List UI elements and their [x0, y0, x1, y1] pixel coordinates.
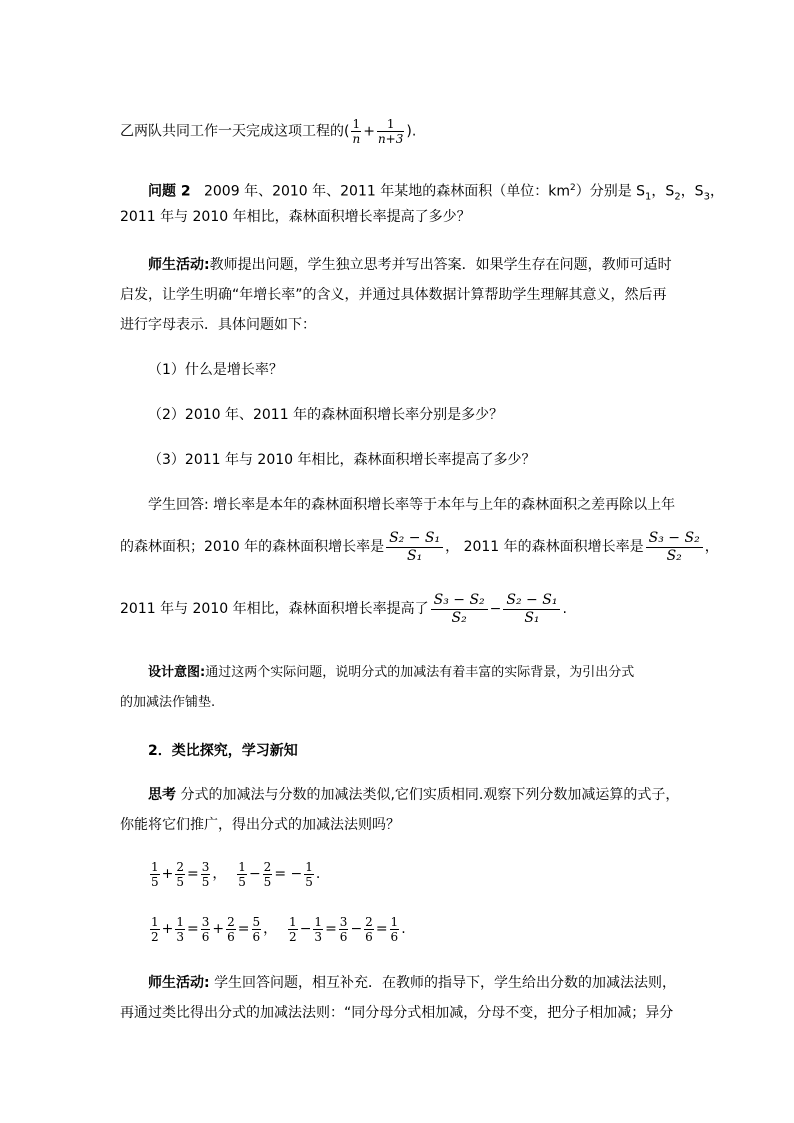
answer-text: ， 2011 年的森林面积增长率是: [445, 539, 644, 555]
answer-text: 2011 年与 2010 年相比，森林面积增长率提高了: [120, 601, 429, 617]
plus-sign: +: [212, 921, 225, 937]
fraction: [201, 860, 211, 889]
denominator: 6: [201, 929, 210, 944]
denominator: 2: [289, 929, 297, 944]
numerator: 1: [305, 859, 313, 874]
superscript: 2: [569, 183, 576, 193]
denominator: 6: [227, 929, 235, 944]
think-line2: 你能将它们推广，得出分式的加减法法则吗？: [120, 817, 400, 833]
numerator: 3: [201, 914, 210, 929]
answer-line1: 学生回答: 增长率是本年的森林面积增长率等于本年与上年的森林面积之差再除以上年: [148, 497, 676, 513]
problem-text: 2009 年、2010 年、2011 年某地的森林面积（单位：km: [203, 183, 570, 200]
denominator: 3: [176, 929, 185, 944]
fraction-growth-2010: [386, 530, 443, 565]
denominator: 5: [151, 874, 159, 889]
separator: ，S: [680, 183, 704, 200]
denominator: S₂: [451, 609, 467, 626]
denominator: 5: [263, 874, 272, 889]
denominator: n: [352, 132, 361, 146]
denominator: 2: [151, 929, 159, 944]
think-text: 分式的加减法与分数的加减法类似,它们实质相同.观察下列分数加减运算的式子，: [180, 787, 680, 803]
equation-row-2: [148, 911, 406, 947]
activity2-line2: 再通过类比得出分式的加减法法则：“同分母分式相加减，分母不变，把分子相加减；异分: [120, 1005, 674, 1021]
question-item: （3）2011 年与 2010 年相比，森林面积增长率提高了多少？: [148, 452, 536, 468]
para-text: 乙两队共同工作一天完成这项工程的: [120, 123, 344, 140]
comma: ，: [212, 866, 227, 882]
design-line2: 的加减法作铺垫.: [120, 695, 216, 710]
fraction-growth-2010-b: [503, 592, 560, 627]
period: .: [562, 601, 567, 617]
fraction: [339, 915, 349, 944]
denominator: 5: [238, 874, 246, 889]
activity-line1: [148, 255, 672, 275]
subscript: 3: [703, 191, 710, 203]
denominator: 6: [390, 929, 399, 944]
design-line1: [148, 663, 634, 683]
comma: ，: [704, 539, 719, 555]
equation-row-1: [148, 856, 320, 892]
period: .: [401, 921, 406, 937]
think-label: 思考: [148, 787, 176, 803]
numerator: 1: [377, 117, 404, 132]
subscript: 2: [674, 191, 681, 203]
numerator: 2: [176, 859, 185, 874]
design-label: 设计意图:: [148, 665, 206, 680]
activity-line3: 进行字母表示．具体问题如下：: [120, 317, 316, 333]
activity-label: 师生活动:: [148, 257, 210, 273]
fraction: [175, 860, 185, 889]
question-item: （2）2010 年、2011 年的森林面积增长率分别是多少？: [148, 407, 504, 423]
fraction: [150, 860, 160, 889]
fraction: [263, 860, 273, 889]
equals-sign: =: [187, 921, 199, 937]
equals-sign: =: [237, 921, 250, 937]
denominator: 3: [314, 929, 323, 944]
numerator: 2: [227, 914, 235, 929]
equals-negative: = −: [274, 866, 303, 882]
question-item: （1）什么是增长率？: [148, 362, 283, 378]
fraction: [150, 915, 160, 944]
equals-sign: =: [187, 866, 199, 882]
answer-line2: [120, 527, 719, 567]
fraction: [226, 915, 236, 944]
minus-sign: −: [299, 921, 312, 937]
fraction-growth-2011: [646, 530, 703, 565]
numerator: 3: [201, 859, 210, 874]
fraction-1-over-n-plus-3: [377, 117, 404, 146]
subscript: 1: [645, 191, 652, 203]
numerator: S₃ − S₂: [431, 592, 488, 610]
activity-line2: 启发，让学生明确“年增长率”的含义，并通过具体数据计算帮助学生理解其意义，然后再: [120, 287, 667, 303]
fraction: [201, 915, 211, 944]
problem-2-line2: 2011 年与 2010 年相比，森林面积增长率提高了多少？: [120, 209, 471, 225]
problem-text-tail: ）分别是 S: [575, 183, 646, 200]
section-heading: 2．类比探究，学习新知: [148, 743, 298, 759]
fraction: [288, 915, 298, 944]
design-text: 通过这两个实际问题，说明分式的加减法有着丰富的实际背景，为引出分式: [205, 665, 635, 680]
answer-line3: [120, 589, 567, 629]
fraction: [252, 915, 262, 944]
fraction: [364, 915, 374, 944]
denominator: 5: [305, 874, 313, 889]
comma: ，: [263, 921, 278, 937]
denominator: S₁: [524, 609, 540, 626]
activity-text: 学生回答问题，相互补充．在教师的指导下，学生给出分数的加减法法则，: [214, 975, 677, 991]
separator: ，: [709, 183, 724, 200]
numerator: 1: [289, 914, 297, 929]
para-project-completion: [120, 117, 416, 146]
equals-sign: =: [375, 921, 388, 937]
fraction: [313, 915, 323, 944]
numerator: S₃ − S₂: [646, 530, 703, 548]
numerator: 1: [151, 859, 159, 874]
numerator: 1: [352, 117, 361, 131]
numerator: 1: [314, 914, 323, 929]
fraction: [304, 860, 314, 889]
numerator: S₂ − S₁: [386, 530, 443, 548]
equals-sign: =: [325, 921, 337, 937]
answer-text: 的森林面积；2010 年的森林面积增长率是: [120, 539, 385, 555]
numerator: 2: [365, 914, 373, 929]
denominator: 6: [339, 929, 348, 944]
numerator: 1: [176, 914, 185, 929]
separator: ，S: [651, 183, 675, 200]
plus-sign: +: [363, 123, 375, 140]
paren-open: (: [344, 123, 350, 140]
fraction-1-over-n: [351, 117, 361, 146]
denominator: 6: [365, 929, 373, 944]
numerator: 1: [151, 914, 159, 929]
fraction: [390, 915, 400, 944]
fraction: [175, 915, 185, 944]
denominator: 5: [176, 874, 185, 889]
minus-sign: −: [489, 601, 502, 617]
fraction-growth-2011-b: [431, 592, 488, 627]
fraction: [237, 860, 247, 889]
activity-label: 师生活动:: [148, 975, 210, 991]
plus-sign: +: [161, 866, 174, 882]
denominator: 6: [252, 929, 261, 944]
period: .: [315, 866, 321, 882]
minus-sign: −: [248, 866, 261, 882]
problem-label: 问题 2: [148, 183, 191, 200]
activity2-line1: [148, 973, 676, 993]
think-line1: [148, 785, 679, 805]
numerator: 2: [263, 859, 272, 874]
activity-text: 教师提出问题，学生独立思考并写出答案．如果学生存在问题，教师可适时: [209, 257, 672, 273]
denominator: 5: [201, 874, 210, 889]
denominator: n+3: [377, 132, 404, 146]
paren-close: ).: [406, 123, 417, 140]
minus-sign: −: [350, 921, 363, 937]
numerator: 1: [238, 859, 246, 874]
numerator: 1: [390, 914, 399, 929]
denominator: S₁: [407, 547, 423, 564]
problem-2-line1: [148, 178, 724, 207]
denominator: S₂: [666, 547, 682, 564]
numerator: S₂ − S₁: [503, 592, 560, 610]
plus-sign: +: [161, 921, 174, 937]
numerator: 3: [339, 914, 348, 929]
numerator: 5: [252, 914, 261, 929]
